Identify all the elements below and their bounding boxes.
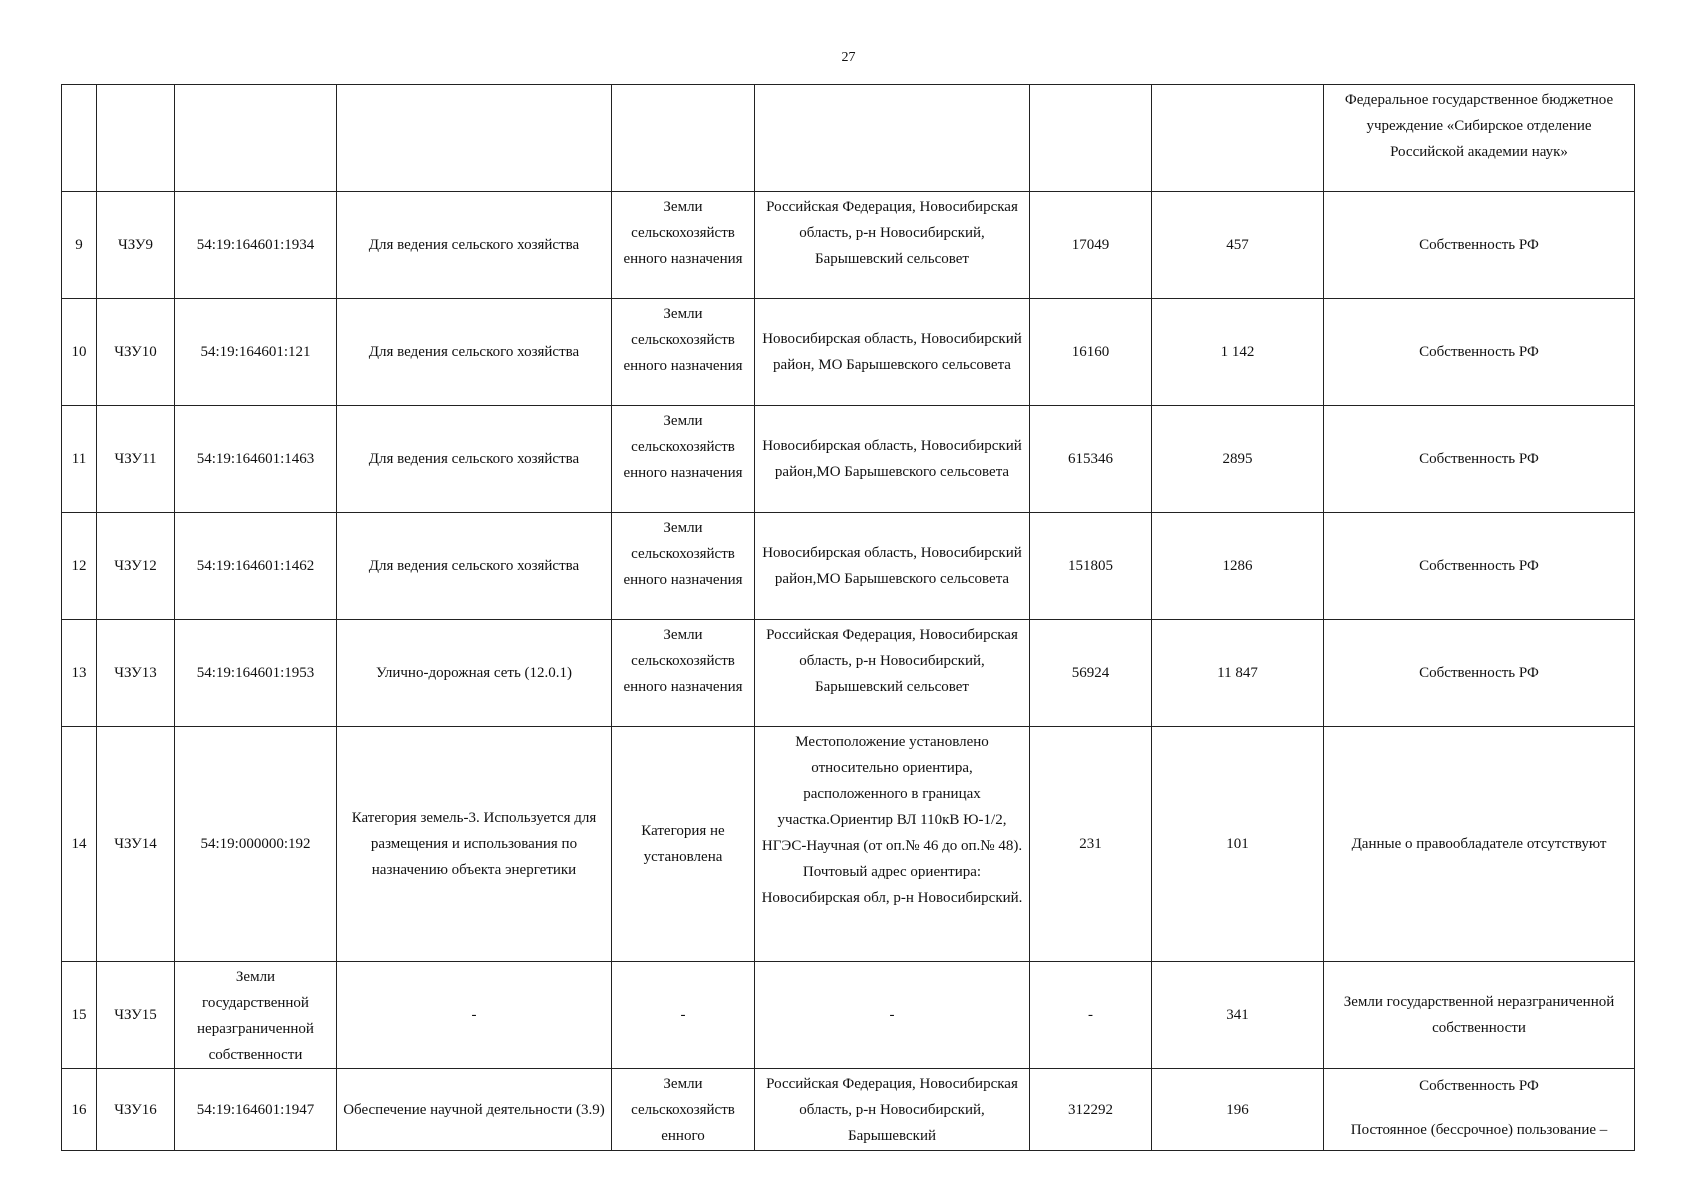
cell-address: [755, 85, 1030, 192]
cell-address: Местоположение установлено относительно ориентира, расположенного в границах участка.Ориентир ВЛ 110кВ Ю-1/2, НГЭС-Научная (от оп.№ 46 до оп.№ 48). Почтовый адрес ориентира: Новосибирская обл, р-н Новосибирский.: [755, 727, 1030, 962]
cell-use: Категория земель-3. Используется для размещения и использования по назначению объекта энергетики: [337, 727, 612, 962]
table-row: [62, 620, 1635, 727]
cell-category: Категория не установлена: [612, 727, 755, 962]
cell-owner: Собственность РФ: [1324, 513, 1635, 620]
cell-part-area: 11 847: [1152, 620, 1324, 727]
cell-part-area: 2895: [1152, 406, 1324, 513]
cell-code: ЧЗУ13: [97, 620, 175, 727]
cell-num: 14: [62, 727, 97, 962]
cell-cadastral: Земли государственной неразграниченной собственности: [175, 962, 337, 1069]
cell-area: 615346: [1030, 406, 1152, 513]
cell-part-area: 457: [1152, 192, 1324, 299]
cell-area: 151805: [1030, 513, 1152, 620]
cell-code: [97, 85, 175, 192]
cell-code: ЧЗУ10: [97, 299, 175, 406]
owner-ownership: Собственность РФ: [1419, 1078, 1539, 1094]
cell-owner: Собственность РФ: [1324, 406, 1635, 513]
cell-cadastral: 54:19:164601:1462: [175, 513, 337, 620]
cell-address: Новосибирская область, Новосибирский район,МО Барышевского сельсовета: [755, 406, 1030, 513]
cell-area: 56924: [1030, 620, 1152, 727]
cell-address: Российская Федерация, Новосибирская область, р-н Новосибирский, Барышевский сельсовет: [755, 620, 1030, 727]
cell-code: ЧЗУ9: [97, 192, 175, 299]
cell-part-area: 1 142: [1152, 299, 1324, 406]
table-row: [62, 513, 1635, 620]
cell-category: Земли сельскохозяйств енного назначения: [612, 620, 755, 727]
cell-code: ЧЗУ11: [97, 406, 175, 513]
cell-use: Для ведения сельского хозяйства: [337, 406, 612, 513]
cell-owner: Земли государственной неразграниченной собственности: [1324, 962, 1635, 1069]
cell-num: 11: [62, 406, 97, 513]
cell-use: Для ведения сельского хозяйства: [337, 513, 612, 620]
page-number: 27: [841, 50, 856, 65]
cell-num: 9: [62, 192, 97, 299]
cell-cadastral: 54:19:164601:1947: [175, 1069, 337, 1151]
cell-code: ЧЗУ15: [97, 962, 175, 1069]
cell-code: ЧЗУ16: [97, 1069, 175, 1151]
cell-area: -: [1030, 962, 1152, 1069]
land-parcels-table: [61, 84, 1635, 1151]
cell-num: 15: [62, 962, 97, 1069]
cell-cadastral: 54:19:164601:121: [175, 299, 337, 406]
cell-owner: Данные о правообладателе отсутствуют: [1324, 727, 1635, 962]
cell-use: -: [337, 962, 612, 1069]
cell-num: 16: [62, 1069, 97, 1151]
cell-category: Земли сельскохозяйств енного назначения: [612, 513, 755, 620]
cell-part-area: [1152, 85, 1324, 192]
cell-use: [337, 85, 612, 192]
cell-part-area: 341: [1152, 962, 1324, 1069]
cell-num: 10: [62, 299, 97, 406]
cell-num: 12: [62, 513, 97, 620]
cell-area: 17049: [1030, 192, 1152, 299]
table-row: [62, 962, 1635, 1069]
cell-part-area: 101: [1152, 727, 1324, 962]
cell-category: Земли сельскохозяйств енного назначения: [612, 299, 755, 406]
cell-owner: Собственность РФ: [1324, 620, 1635, 727]
cell-use: Для ведения сельского хозяйства: [337, 299, 612, 406]
cell-owner: Федеральное государственное бюджетное учреждение «Сибирское отделение Российской академии наук»: [1324, 85, 1635, 192]
cell-cadastral: 54:19:164601:1953: [175, 620, 337, 727]
table-row: [62, 727, 1635, 962]
cell-category: Земли сельскохозяйств енного назначения: [612, 192, 755, 299]
owner-split: [1330, 1071, 1628, 1143]
cell-address: Российская Федерация, Новосибирская область, р-н Новосибирский, Барышевский: [755, 1069, 1030, 1151]
cell-owner: [1324, 1069, 1635, 1151]
cell-address: -: [755, 962, 1030, 1069]
table-row: [62, 406, 1635, 513]
cell-use: Обеспечение научной деятельности (3.9): [337, 1069, 612, 1151]
cell-use: Улично-дорожная сеть (12.0.1): [337, 620, 612, 727]
cell-address: Новосибирская область, Новосибирский район, МО Барышевского сельсовета: [755, 299, 1030, 406]
cell-cadastral: 54:19:164601:1934: [175, 192, 337, 299]
cell-cadastral: 54:19:000000:192: [175, 727, 337, 962]
owner-extra: Постоянное (бессрочное) пользование –: [1350, 1122, 1608, 1138]
cell-area: [1030, 85, 1152, 192]
cell-owner: Собственность РФ: [1324, 192, 1635, 299]
cell-address: Российская Федерация, Новосибирская область, р-н Новосибирский, Барышевский сельсовет: [755, 192, 1030, 299]
cell-category: -: [612, 962, 755, 1069]
cell-use: Для ведения сельского хозяйства: [337, 192, 612, 299]
table-row: [62, 1069, 1635, 1151]
cell-part-area: 196: [1152, 1069, 1324, 1151]
cell-cadastral: 54:19:164601:1463: [175, 406, 337, 513]
cell-area: 312292: [1030, 1069, 1152, 1151]
cell-owner: Собственность РФ: [1324, 299, 1635, 406]
cell-code: ЧЗУ14: [97, 727, 175, 962]
cell-category: Земли сельскохозяйств енного назначения: [612, 406, 755, 513]
cell-category: [612, 85, 755, 192]
cell-area: 231: [1030, 727, 1152, 962]
cell-part-area: 1286: [1152, 513, 1324, 620]
cell-category: Земли сельскохозяйств енного: [612, 1069, 755, 1151]
cell-cadastral: [175, 85, 337, 192]
cell-area: 16160: [1030, 299, 1152, 406]
table-row: [62, 299, 1635, 406]
table-row-continuation: [62, 85, 1635, 192]
cell-address: Новосибирская область, Новосибирский район,МО Барышевского сельсовета: [755, 513, 1030, 620]
table-row: [62, 192, 1635, 299]
cell-code: ЧЗУ12: [97, 513, 175, 620]
cell-num: [62, 85, 97, 192]
cell-num: 13: [62, 620, 97, 727]
